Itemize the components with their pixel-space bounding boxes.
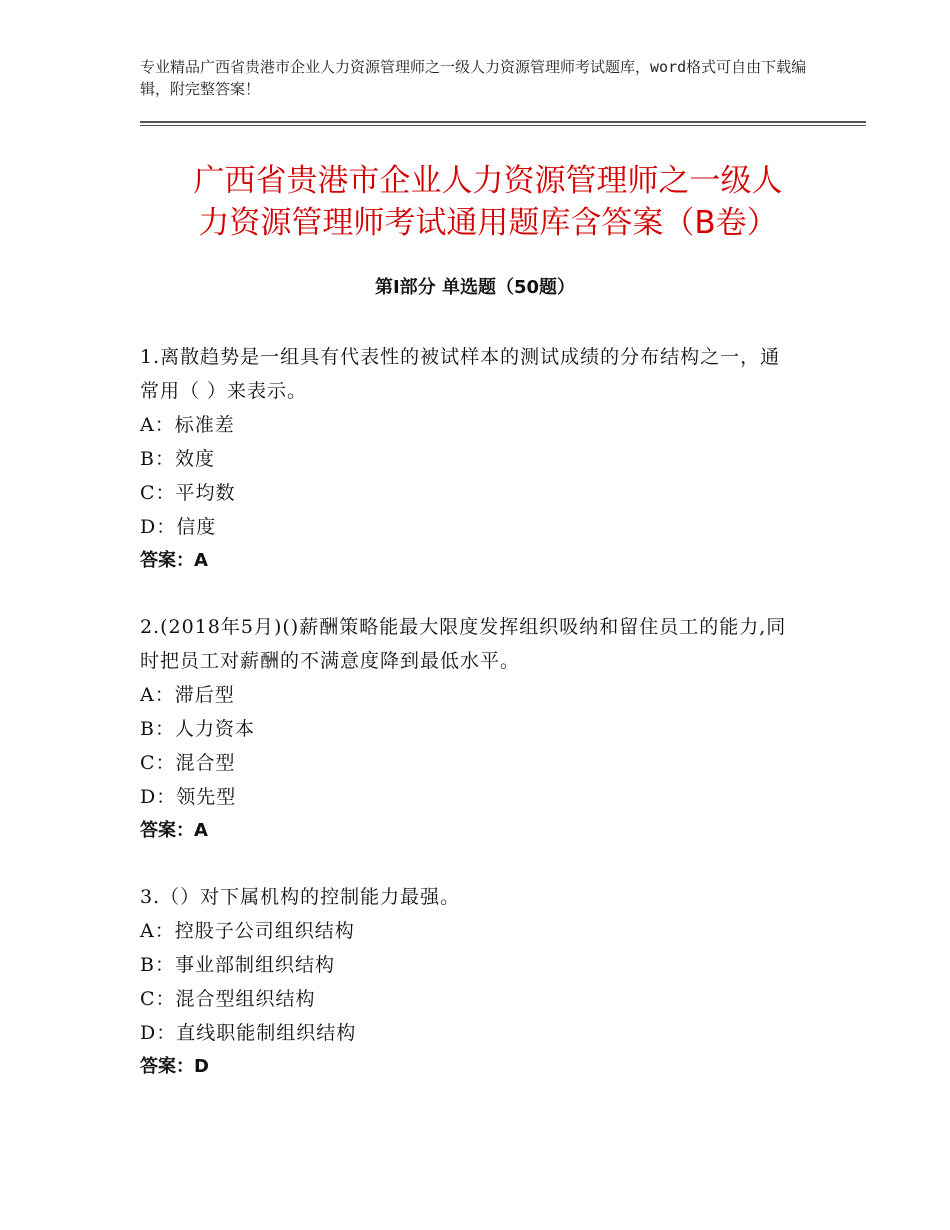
- answer: 答案：A: [140, 820, 208, 841]
- answer: 答案：A: [140, 550, 208, 571]
- question-stem: 3.（）对下属机构的控制能力最强。: [140, 886, 461, 908]
- document-title-line-2: 力资源管理师考试通用题库含答案（B卷）: [198, 205, 778, 241]
- header-rule-thick: [140, 121, 866, 123]
- option-c: C：平均数: [140, 482, 236, 504]
- header-note: 专业精品广西省贵港市企业人力资源管理师之一级人力资源管理师考试题库，word格式可自由下载编辑，附完整答案！: [140, 58, 807, 98]
- question-list: [140, 340, 800, 1116]
- option-d: D：直线职能制组织结构: [140, 1022, 357, 1044]
- document-title: [148, 160, 828, 244]
- option-a: A：标准差: [140, 414, 235, 436]
- question-2: [140, 610, 800, 848]
- option-a: A：滞后型: [140, 684, 235, 706]
- option-d: D：信度: [140, 516, 217, 538]
- question-stem: 1.离散趋势是一组具有代表性的被试样本的测试成绩的分布结构之一，通常用（ ）来表示。: [140, 346, 781, 402]
- option-b: B：人力资本: [140, 718, 255, 740]
- option-a: A：控股子公司组织结构: [140, 920, 355, 942]
- option-b: B：效度: [140, 448, 215, 470]
- document-title-line-1: 广西省贵港市企业人力资源管理师之一级人: [193, 163, 783, 199]
- option-c: C：混合型: [140, 752, 236, 774]
- question-stem: 2.(2018年5月)()薪酬策略能最大限度发挥组织吸纳和留住员工的能力,同时把员工对薪酬的不满意度降到最低水平。: [140, 616, 787, 672]
- header-rule-thin: [140, 125, 866, 126]
- answer: 答案：D: [140, 1056, 209, 1077]
- section-title: 第Ⅰ部分 单选题（50题）: [374, 277, 575, 298]
- question-3: [140, 880, 800, 1084]
- question-1: [140, 340, 800, 578]
- option-c: C：混合型组织结构: [140, 988, 316, 1010]
- option-d: D：领先型: [140, 786, 237, 808]
- option-b: B：事业部制组织结构: [140, 954, 335, 976]
